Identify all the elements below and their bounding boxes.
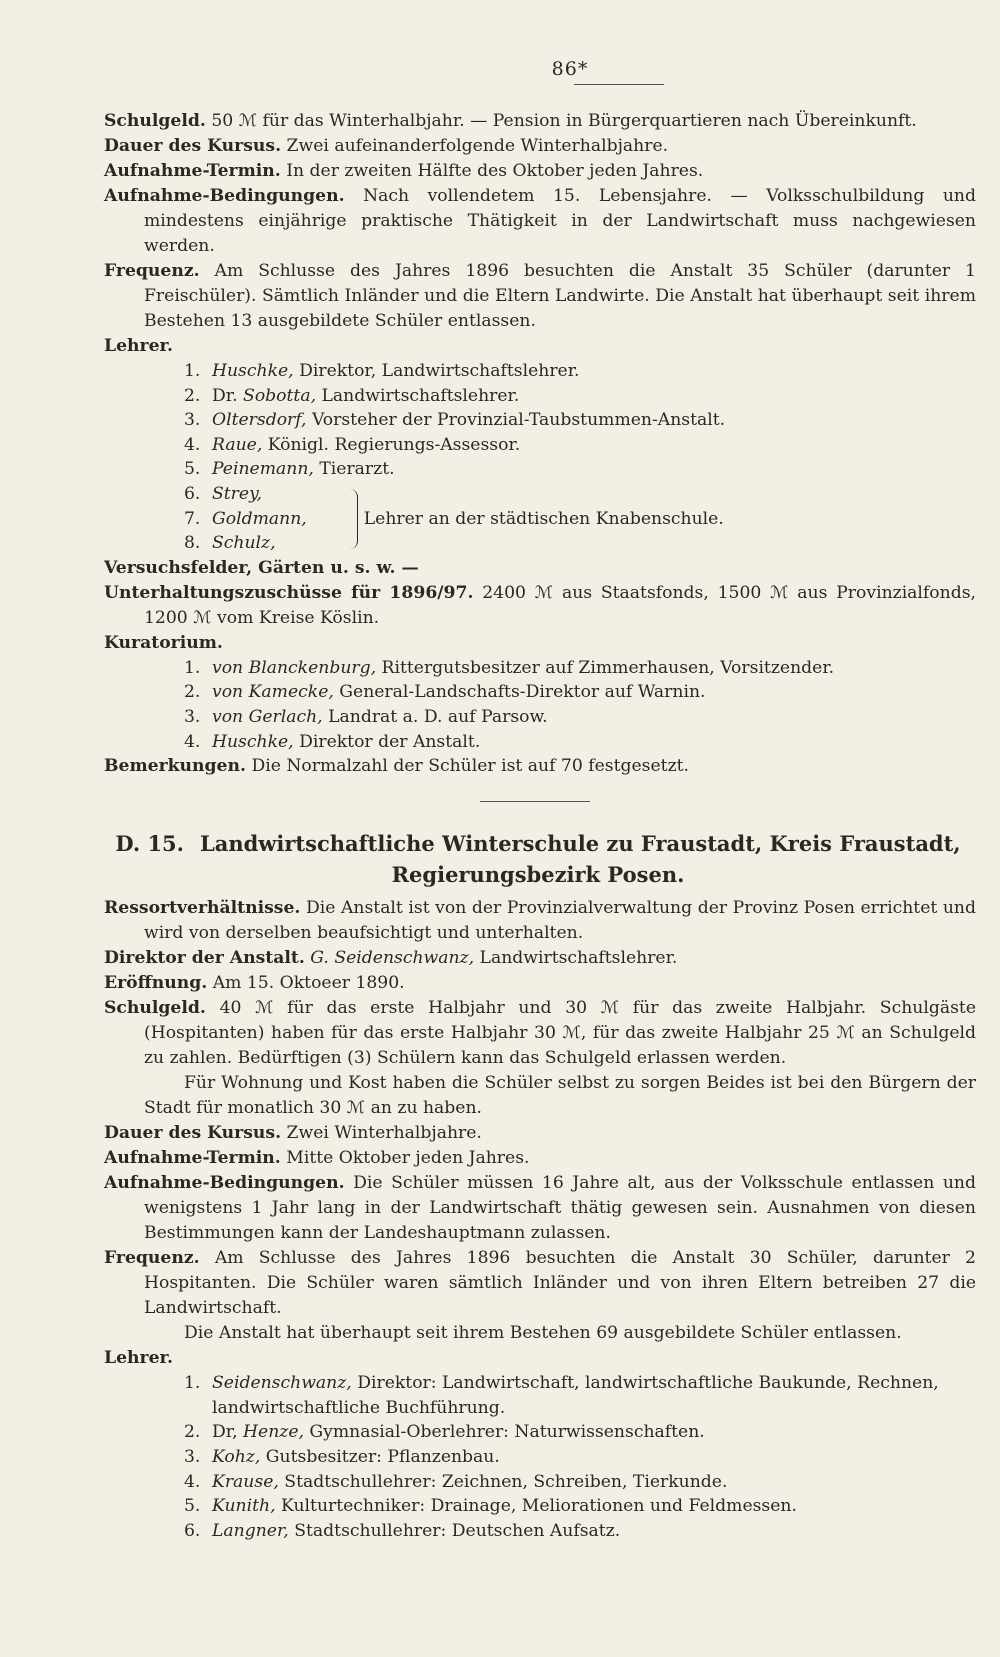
kuratorium-list [104,656,976,754]
frequenz-paragraph: Die Anstalt hat überhaupt seit ihrem Bestehen 69 ausgebildete Schüler entlassen. [184,1323,902,1344]
list-item [184,531,307,556]
entry-label: Direktor der Anstalt. [104,948,305,969]
lehrer-group [104,482,976,556]
person-name: Raue, [212,434,263,455]
entry-schulgeld [104,109,976,134]
entry-text: Am 15. Oktoeer 1890. [212,973,405,994]
list-item [184,1371,976,1420]
person-role: Vorsteher der Provinzial-Taubstummen-Anstalt. [306,410,726,431]
entry-frequenz [104,259,976,334]
person-name: von Gerlach, [212,706,323,727]
lehrer-list [104,359,976,482]
entry-label: Ressortverhältnisse. [104,898,301,919]
entry-label: Dauer des Kursus. [104,1123,282,1144]
person-name: Kohz, [212,1446,261,1467]
person-name: Oltersdorf, [212,410,307,431]
entry-text: Zwei Winterhalbjahre. [286,1123,482,1144]
item-number: 3. [184,1446,201,1467]
person-name: G. Seidenschwanz, [310,948,475,969]
person-role: Direktor der Anstalt. [293,731,481,752]
entry-text: Landwirtschaftslehrer. [474,948,678,969]
person-name: Huschke, [212,731,294,752]
entry-text: Zwei aufeinanderfolgende Winterhalbjahre. [286,136,669,156]
entry-text: Am Schlusse des Jahres 1896 besuchten die Anstalt 35 Schüler (darunter 1 Freischüler). Sämtlich Inländer und die Eltern Landwirte. Die Anstalt hat überhaupt seit ihrem Bestehen 13 ausgebildete Schüler entlassen. [144,261,976,331]
entry-eroeffnung [104,971,976,996]
list-item [184,433,976,458]
person-name: von Blanckenburg, [212,657,377,678]
person-title: Dr, [212,1422,244,1443]
entry-text: Die Anstalt ist von der Provinzialverwaltung der Provinz Posen errichtet und wird von derselben beaufsichtigt und unterhalten. [144,898,976,944]
person-role: Kulturtechniker: Drainage, Meliorationen und Feldmessen. [275,1496,797,1517]
entry-label: Schulgeld. [104,998,206,1019]
person-role: Tierarzt. [313,459,395,480]
lehrer-group-list [184,482,307,556]
person-role: Stadtschullehrer: Zeichnen, Schreiben, Tierkunde. [278,1471,728,1492]
section-divider [480,801,590,802]
entry-text: 2400 ℳ aus Staatsfonds, 1500 ℳ aus Provinzialfonds, 1200 ℳ vom Kreise Köslin. [144,582,976,628]
entry-text: 50 ℳ für das Winterhalbjahr. — Pension in Bürgerquartieren nach Übereinkunft. [211,111,917,131]
entry-label: Schulgeld. [104,111,206,131]
entry-label: Aufnahme-Bedingungen. [104,186,345,206]
lehrer-heading-2: Lehrer. [104,1348,173,1369]
item-number: 1. [184,361,201,381]
item-number: 4. [184,1471,201,1492]
person-name: Strey, [212,483,262,504]
entry-unterhalt [104,581,976,631]
item-number: 1. [184,657,201,678]
entry-label: Frequenz. [104,1248,200,1269]
item-number: 6. [184,483,201,504]
item-number: 5. [184,1496,201,1517]
person-title: Dr. [212,385,244,406]
entry-aufnahme-bedingungen-2 [104,1171,976,1246]
person-name: Schulz, [212,533,276,554]
entry-aufnahme-bedingungen [104,184,976,259]
person-name: Peinemann, [212,459,314,480]
entry-label: Aufnahme-Termin. [104,161,281,181]
lehrer-list-2 [104,1371,976,1543]
list-item [184,359,976,384]
page-number: 86* [551,58,589,80]
person-name: Henze, [243,1422,304,1443]
person-role: Rittergutsbesitzer auf Zimmerhausen, Vorsitzender. [376,657,835,678]
person-role: Landwirtschaftslehrer. [316,385,520,406]
person-name: Kunith, [212,1496,276,1517]
list-item [184,1420,976,1445]
item-number: 8. [184,533,201,554]
list-item [184,1470,976,1495]
section-title [104,828,976,890]
person-role: Königl. Regierungs-Assessor. [262,434,521,455]
entry-frequenz-2 [104,1246,976,1321]
item-number: 4. [184,434,201,455]
item-number: 7. [184,508,201,529]
entry-text: Nach vollendetem 15. Lebensjahre. — Volksschulbildung und mindestens einjährige praktische Thätigkeit in der Landwirtschaft muss nachgewiesen werden. [144,186,976,256]
person-name: von Kamecke, [212,682,334,703]
person-role: Direktor: Landwirtschaft, landwirtschaftliche Baukunde, Rechnen, landwirtschaftliche Buchführung. [212,1373,939,1418]
person-name: Krause, [212,1471,279,1492]
item-number: 3. [184,706,201,727]
item-number: 4. [184,731,201,752]
entry-aufnahme-termin [104,159,976,184]
list-item [184,1445,976,1470]
person-role: General-Landschafts-Direktor auf Warnin. [333,682,706,703]
entry-schulgeld-2 [104,996,976,1071]
versuchsfelder-heading: Versuchsfelder, Gärten u. s. w. — [104,557,419,578]
entry-text: 40 ℳ für das erste Halbjahr und 30 ℳ für das zweite Halbjahr. Schulgäste (Hospitanten) haben für das erste Halbjahr 30 ℳ, für das zweite Halbjahr 25 ℳ an Schulgeld zu zahlen. Bedürftigen (3) Schülern kann das Schulgeld erlassen werden. [144,998,976,1069]
entry-text: Die Normalzahl der Schüler ist auf 70 festgesetzt. [251,756,690,777]
person-name: Huschke, [212,361,294,381]
item-number: 2. [184,1422,201,1443]
person-role: Stadtschullehrer: Deutschen Aufsatz. [288,1520,621,1541]
entry-aufnahme-termin-2 [104,1146,976,1171]
entry-text: Mitte Oktober jeden Jahres. [286,1148,530,1169]
entry-label: Aufnahme-Bedingungen. [104,1173,345,1194]
person-role: Gutsbesitzer: Pflanzenbau. [260,1446,500,1467]
group-role: Lehrer an der städtischen Knabenschule. [363,508,724,529]
list-item [184,730,976,755]
person-role: Gymnasial-Oberlehrer: Naturwissenschaften. [303,1422,705,1443]
list-item [184,1494,976,1519]
entry-text: Die Schüler müssen 16 Jahre alt, aus der Volksschule entlassen und wenigstens 1 Jahr lang in der Landwirtschaft thätig gewesen sein. Ausnahmen von diesen Bestimmungen kann der Landeshauptmann zulassen. [144,1173,976,1244]
person-name: Goldmann, [212,508,307,529]
entry-bemerkungen [104,754,976,779]
person-name: Sobotta, [243,385,317,406]
entry-label: Aufnahme-Termin. [104,1148,281,1169]
list-item [184,457,976,482]
entry-label: Unterhaltungszuschüsse für 1896/97. [104,582,474,603]
person-role: Landrat a. D. auf Parsow. [322,706,548,727]
section-title-line2: Regierungsbezirk Posen. [391,862,685,888]
list-item [184,1519,976,1544]
entry-ressort [104,896,976,946]
list-item [184,384,976,409]
section-number: D. 15. [115,831,184,857]
item-number: 6. [184,1520,201,1541]
entry-text: Am Schlusse des Jahres 1896 besuchten die Anstalt 30 Schüler, darunter 2 Hospitanten. Die Schüler waren sämtlich Inländer und von ihren Eltern betreiben 27 die Landwirtschaft. [144,1248,976,1319]
item-number: 5. [184,459,201,480]
list-item [184,408,976,433]
entry-text: In der zweiten Hälfte des Oktober jeden Jahres. [286,161,704,181]
kuratorium-heading: Kuratorium. [104,632,223,653]
list-item [184,656,976,681]
list-item [184,482,307,507]
list-item [184,705,976,730]
entry-label: Bemerkungen. [104,756,246,777]
page-number-rule [574,84,664,85]
person-name: Seidenschwanz, [212,1373,352,1394]
person-name: Langner, [212,1520,289,1541]
item-number: 2. [184,385,201,406]
entry-direktor [104,946,976,971]
entry-label: Dauer des Kursus. [104,136,282,156]
entry-dauer-2 [104,1121,976,1146]
entry-label: Eröffnung. [104,973,208,994]
section-title-line1: Landwirtschaftliche Winterschule zu Fraustadt, Kreis Fraustadt, [199,831,961,857]
curly-brace-icon [343,489,358,549]
list-item [184,507,307,532]
person-role: Direktor, Landwirtschaftslehrer. [293,361,580,381]
list-item [184,680,976,705]
item-number: 2. [184,682,201,703]
entry-dauer [104,134,976,159]
entry-label: Frequenz. [104,261,200,281]
schulgeld-paragraph: Für Wohnung und Kost haben die Schüler selbst zu sorgen Beides ist bei den Bürgern der Stadt für monatlich 30 ℳ an zu haben. [144,1073,976,1119]
lehrer-heading: Lehrer. [104,336,173,356]
item-number: 1. [184,1373,201,1394]
item-number: 3. [184,410,201,431]
